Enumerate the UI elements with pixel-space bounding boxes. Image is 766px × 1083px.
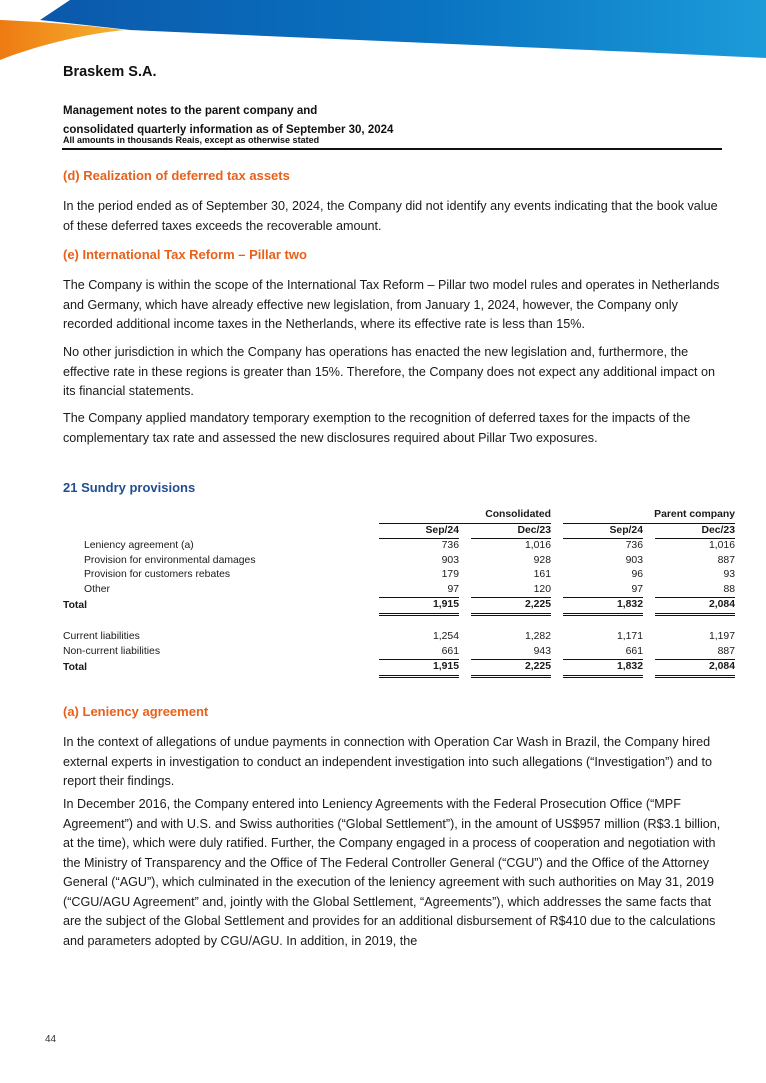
header-divider: [62, 148, 722, 150]
row-label: Total: [63, 661, 88, 673]
company-name: Braskem S.A.: [63, 64, 157, 80]
cell: 120: [533, 583, 551, 595]
table-row: [63, 568, 735, 583]
cell: 1,915: [379, 598, 459, 615]
table-total-row: [63, 598, 735, 615]
table-row: [63, 645, 735, 660]
row-label: Non-current liabilities: [63, 645, 161, 657]
cell: 903: [441, 554, 459, 566]
cell: 1,832: [563, 598, 643, 615]
table-total-row: [63, 660, 735, 677]
table-row: [63, 630, 735, 645]
cell: 943: [533, 645, 551, 657]
table-group-header-row: [63, 508, 735, 523]
row-label: Current liabilities: [63, 631, 140, 642]
table-row: [63, 583, 735, 598]
section-d-paragraph: In the period ended as of September 30, 2024, the Company did not identify any events indicating that the book value of these deferred taxes exceeds the recoverable amount.: [63, 199, 718, 233]
column-header: Dec/23: [655, 523, 735, 539]
cell: 736: [441, 540, 459, 551]
cell: 1,915: [379, 660, 459, 677]
leniency-paragraph-1: In the context of allegations of undue payments in connection with Operation Car Wash in Brazil, the Company hired external experts in investigation to conduct an independent investigation into such allegations (“Investigation”) and to report their findings.: [63, 735, 712, 788]
column-header: Sep/24: [379, 523, 459, 539]
banner-blue-band: [40, 0, 766, 58]
cell: 1,832: [563, 660, 643, 677]
cell: 1,016: [708, 540, 735, 551]
row-label: Other: [84, 583, 110, 595]
cell: 161: [533, 569, 551, 580]
header-banner-graphic: [0, 0, 766, 100]
cell: 1,171: [616, 631, 643, 642]
subtitle-line-1: Management notes to the parent company and: [63, 105, 318, 117]
cell: 93: [723, 569, 735, 580]
cell: 2,225: [471, 598, 551, 615]
amounts-note: All amounts in thousands Reais, except as otherwise stated: [63, 135, 320, 145]
row-label: Leniency agreement (a): [84, 539, 194, 551]
cell: 1,282: [524, 631, 551, 642]
leniency-paragraph-2: In December 2016, the Company entered into Leniency Agreements with the Federal Prosecution Office (“MPF Agreement”) and with U.S. and Swiss authorities (“Global Settlement”), in the amount of US$957 million (R$3.1 billion, at the time), which were duly ratified. Further, the Company engaged in a process of cooperation and negotiation with the Ministry of Transparency and the Office of The Federal Controller General (“CGU”) and the Office of the Attorney General (“AGU”), which culminated in the execution of the leniency agreement with such authorities on May 31, 2019 (“CGU/AGU Agreement” and, jointly with the Global Settlement, “Agreements”), which addresses the same facts that are the subject of the Global Settlement and provides for an additional disbursement of R$410 due to the calculations and parameters adopted by CGU/AGU. In addition, in 2019, the: [63, 797, 721, 948]
cell: 661: [625, 645, 643, 657]
sundry-provisions-heading: 21 Sundry provisions: [63, 480, 196, 495]
cell: 1,016: [524, 540, 551, 551]
cell: 887: [717, 554, 735, 566]
cell: 2,084: [655, 598, 735, 615]
cell: 179: [441, 569, 459, 580]
cell: 2,084: [655, 660, 735, 677]
cell: 96: [631, 569, 643, 580]
row-label: Total: [63, 599, 88, 611]
cell: 928: [533, 554, 551, 566]
cell: 887: [717, 645, 735, 657]
section-e-paragraph-2: No other jurisdiction in which the Company has operations has enacted the new legislation and, furthermore, the effective rate in these regions is greater than 15%. Therefore, the Company does not expect any additional impact on its financial statements.: [63, 345, 716, 398]
section-d-heading: (d) Realization of deferred tax assets: [63, 168, 290, 183]
row-label: Provision for environmental damages: [84, 554, 256, 566]
cell: 736: [625, 540, 643, 551]
page-number: 44: [45, 1034, 57, 1045]
table-row: [63, 554, 735, 569]
section-e-paragraph-1: The Company is within the scope of the International Tax Reform – Pillar two model rules and operates in Netherlands and Germany, which have already effective new legislation, from January 1, 2024, however, the Company only recorded additional income taxes in the Netherlands, where its effective rate is less than 15%.: [63, 278, 720, 331]
section-e-heading: (e) International Tax Reform – Pillar two: [63, 247, 307, 262]
group-header-consolidated: Consolidated: [379, 508, 551, 523]
cell: 1,254: [432, 631, 459, 642]
leniency-agreement-heading: (a) Leniency agreement: [63, 704, 209, 719]
sundry-provisions-table: [63, 508, 735, 678]
cell: 1,197: [708, 631, 735, 642]
cell: 97: [631, 583, 643, 595]
cell: 661: [441, 645, 459, 657]
row-label: Provision for customers rebates: [84, 569, 231, 580]
cell: 903: [625, 554, 643, 566]
section-e-paragraph-3: The Company applied mandatory temporary exemption to the recognition of deferred taxes for the impacts of the complementary tax rate and assessed the new disclosures required about Pillar Two exposures.: [63, 411, 691, 445]
column-header: Sep/24: [563, 523, 643, 539]
cell: 97: [447, 583, 459, 595]
subtitle-line-2: consolidated quarterly information as of September 30, 2024: [63, 124, 394, 136]
cell: 2,225: [471, 660, 551, 677]
group-header-parent-company: Parent company: [563, 508, 735, 523]
cell: 88: [723, 583, 735, 595]
column-header: Dec/23: [471, 523, 551, 539]
table-row: [63, 539, 735, 554]
table-column-header-row: [63, 523, 735, 539]
